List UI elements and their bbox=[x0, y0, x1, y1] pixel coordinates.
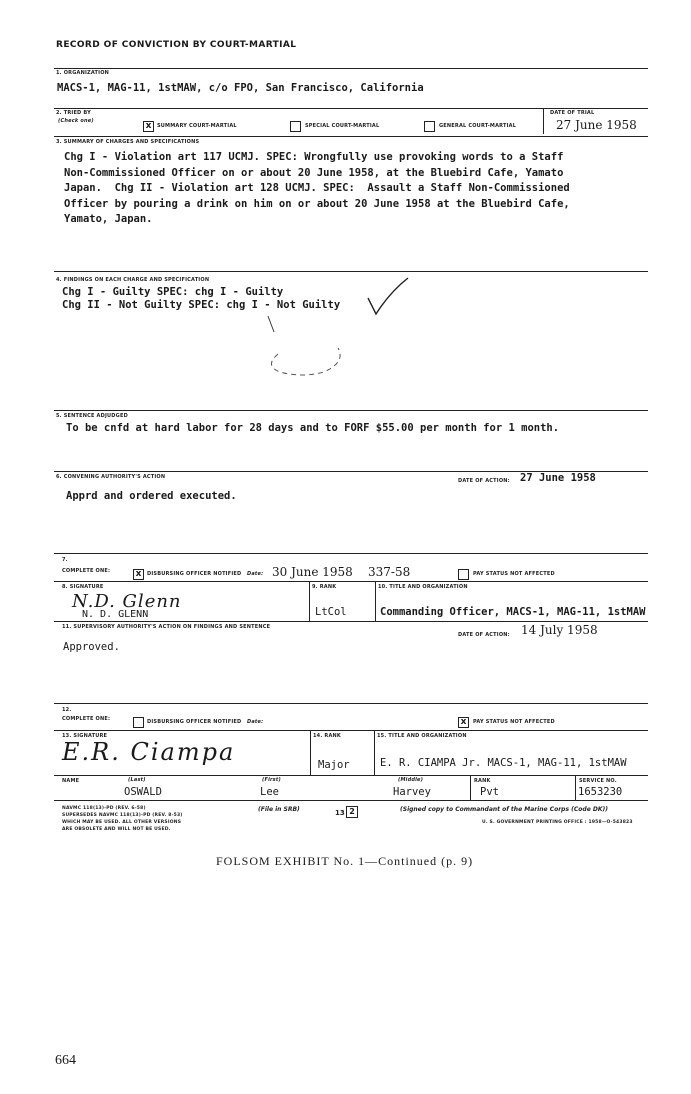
trial-date-label: DATE OF TRIAL bbox=[550, 110, 595, 116]
supervisory-date-value: 14 July 1958 bbox=[521, 623, 598, 637]
rule bbox=[374, 730, 375, 775]
rule bbox=[54, 703, 648, 704]
tried-by-label: 2. TRIED BY bbox=[56, 110, 91, 116]
rank-label-9: 9. RANK bbox=[312, 584, 337, 590]
section-12-number: 12. bbox=[62, 707, 72, 713]
organization-label: 1. ORGANIZATION bbox=[56, 70, 110, 76]
supervisory-text: Approved. bbox=[63, 641, 120, 653]
rank-value-9: LtCol bbox=[315, 606, 347, 618]
summary-label: SUMMARY COURT-MARTIAL bbox=[157, 123, 237, 129]
charges-text: Chg I - Violation art 117 UCMJ. SPEC: Wrongfully use provoking words to a Staff Non-Commissioned Officer on or about 20 June 1958, at the Bluebird Cafe, Yamato Japan. Chg II - Violation art 128 UCMJ. SPEC: Assault a Staff Non-Commissioned Officer by pouring a drink on him on or about 20 June 1958 at the Bluebird Cafe, Yamato, Japan. bbox=[64, 151, 570, 225]
rule bbox=[54, 68, 648, 69]
signature-script-glenn: N.D. Glenn bbox=[72, 591, 182, 612]
pay-status-checkbox-12[interactable]: x bbox=[458, 717, 469, 728]
last-name: OSWALD bbox=[124, 786, 162, 798]
rank-label-14: 14. RANK bbox=[313, 733, 341, 739]
supersedes-note: SUPERSEDES NAVMC 118(13)-PD (REV. 8-53) bbox=[62, 813, 183, 818]
convening-label: 6. CONVENING AUTHORITY'S ACTION bbox=[56, 474, 166, 480]
title-value-10: Commanding Officer, MACS-1, MAG-11, 1stMAW bbox=[380, 606, 646, 618]
service-label: SERVICE NO. bbox=[579, 778, 617, 784]
file-in-srb: (File in SRB) bbox=[258, 806, 300, 813]
rule bbox=[54, 553, 648, 554]
rule bbox=[54, 136, 648, 137]
middle-name: Harvey bbox=[393, 786, 431, 798]
service-number: 1653230 bbox=[578, 786, 623, 798]
rule bbox=[54, 108, 648, 109]
summary-checkbox[interactable]: x bbox=[143, 121, 154, 132]
signature-typed-glenn: N. D. GLENN bbox=[82, 609, 149, 620]
middle-label: (Middle) bbox=[398, 777, 424, 783]
rule bbox=[375, 581, 376, 621]
pay-status-label: PAY STATUS NOT AFFECTED bbox=[473, 571, 555, 577]
rank-label: RANK bbox=[474, 778, 491, 784]
complete-one-label: COMPLETE ONE: bbox=[62, 568, 111, 574]
first-name: Lee bbox=[260, 786, 279, 798]
convening-text: Apprd and ordered executed. bbox=[66, 490, 237, 502]
signature-label-13: 13. SIGNATURE bbox=[62, 733, 108, 739]
rule bbox=[54, 775, 648, 776]
sentence-label: 5. SENTENCE ADJUDGED bbox=[56, 413, 128, 419]
general-label: GENERAL COURT-MARTIAL bbox=[439, 123, 517, 129]
charges-label: 3. SUMMARY OF CHARGES AND SPECIFICATIONS bbox=[56, 139, 200, 145]
rank-value-14: Major bbox=[318, 759, 350, 771]
last-label: (Last) bbox=[128, 777, 146, 783]
supervisory-label: 11. SUPERVISORY AUTHORITY'S ACTION ON FINDINGS AND SENTENCE bbox=[62, 624, 271, 630]
title-value-15: E. R. CIAMPA Jr. MACS-1, MAG-11, 1stMAW bbox=[380, 757, 627, 769]
sentence-text: To be cnfd at hard labor for 28 days and to FORF $55.00 per month for 1 month. bbox=[66, 422, 560, 434]
section-7-number: 7. bbox=[62, 557, 68, 563]
rule bbox=[54, 800, 648, 801]
pay-status-label-12: PAY STATUS NOT AFFECTED bbox=[473, 719, 555, 725]
obsolete-note: ARE OBSOLETE AND WILL NOT BE USED. bbox=[62, 827, 171, 832]
form-number: NAVMC 118(13)-PD (REV. 6-58) bbox=[62, 806, 146, 811]
disbursing-notified-checkbox-12[interactable] bbox=[133, 717, 144, 728]
rule bbox=[54, 730, 648, 731]
printing-office-note: U. S. GOVERNMENT PRINTING OFFICE : 1958—O-543823 bbox=[482, 820, 633, 825]
disbursing-notified-label: DISBURSING OFFICER NOTIFIED bbox=[147, 571, 242, 577]
name-label: NAME bbox=[62, 778, 80, 784]
trial-date-value: 27 June 1958 bbox=[556, 118, 637, 132]
exhibit-caption: FOLSOM EXHIBIT No. 1—Continued (p. 9) bbox=[216, 854, 474, 868]
general-checkbox[interactable] bbox=[424, 121, 435, 132]
handwritten-check-mark bbox=[250, 270, 410, 390]
signed-copy-note: (Signed copy to Commandant of the Marine Corps (Code DK)) bbox=[400, 806, 608, 813]
findings-line-1: Chg I - Guilty SPEC: chg I - Guilty bbox=[62, 286, 284, 298]
disbursing-date-value: 30 June 1958 bbox=[272, 565, 353, 579]
convening-date-value: 27 June 1958 bbox=[520, 472, 596, 484]
special-checkbox[interactable] bbox=[290, 121, 301, 132]
signature-label-8: 8. SIGNATURE bbox=[62, 584, 104, 590]
findings-line-2: Chg II - Not Guilty SPEC: chg I - Not Guilty bbox=[62, 299, 341, 311]
disbursing-date-label-12: Date: bbox=[247, 719, 264, 725]
organization-value: MACS-1, MAG-11, 1stMAW, c/o FPO, San Francisco, California bbox=[57, 82, 424, 94]
rule bbox=[54, 581, 648, 582]
disbursing-notified-checkbox[interactable]: x bbox=[133, 569, 144, 580]
which-may-note: WHICH MAY BE USED. ALL OTHER VERSIONS bbox=[62, 820, 182, 825]
pay-status-checkbox[interactable] bbox=[458, 569, 469, 580]
title-label-10: 10. TITLE AND ORGANIZATION bbox=[378, 584, 468, 590]
page-sequence-box: 2 bbox=[346, 806, 358, 818]
first-label: (First) bbox=[262, 777, 281, 783]
disbursing-notified-label-12: DISBURSING OFFICER NOTIFIED bbox=[147, 719, 242, 725]
disbursing-date-label: Date: bbox=[247, 571, 264, 577]
rule bbox=[470, 775, 471, 800]
rule bbox=[309, 581, 310, 621]
convening-date-label: DATE OF ACTION: bbox=[458, 478, 510, 484]
rule bbox=[54, 621, 648, 622]
rule bbox=[543, 108, 544, 134]
page-sequence-number: 13 bbox=[335, 809, 345, 817]
signature-script-ciampa: E.R. Ciampa bbox=[62, 738, 236, 766]
rule bbox=[575, 775, 576, 800]
rule bbox=[310, 730, 311, 775]
supervisory-date-label: DATE OF ACTION: bbox=[458, 632, 510, 638]
complete-one-label-12: COMPLETE ONE: bbox=[62, 716, 111, 722]
findings-label: 4. FINDINGS ON EACH CHARGE AND SPECIFICATION bbox=[56, 277, 210, 283]
disbursing-ref: 337-58 bbox=[368, 565, 411, 579]
rule bbox=[54, 410, 648, 411]
page-number: 664 bbox=[55, 1053, 76, 1068]
title-label-15: 15. TITLE AND ORGANIZATION bbox=[377, 733, 467, 739]
rank-value: Pvt bbox=[480, 786, 499, 798]
form-title: RECORD OF CONVICTION BY COURT-MARTIAL bbox=[56, 40, 297, 50]
special-label: SPECIAL COURT-MARTIAL bbox=[305, 123, 380, 129]
check-one-note: (Check one) bbox=[58, 118, 94, 124]
